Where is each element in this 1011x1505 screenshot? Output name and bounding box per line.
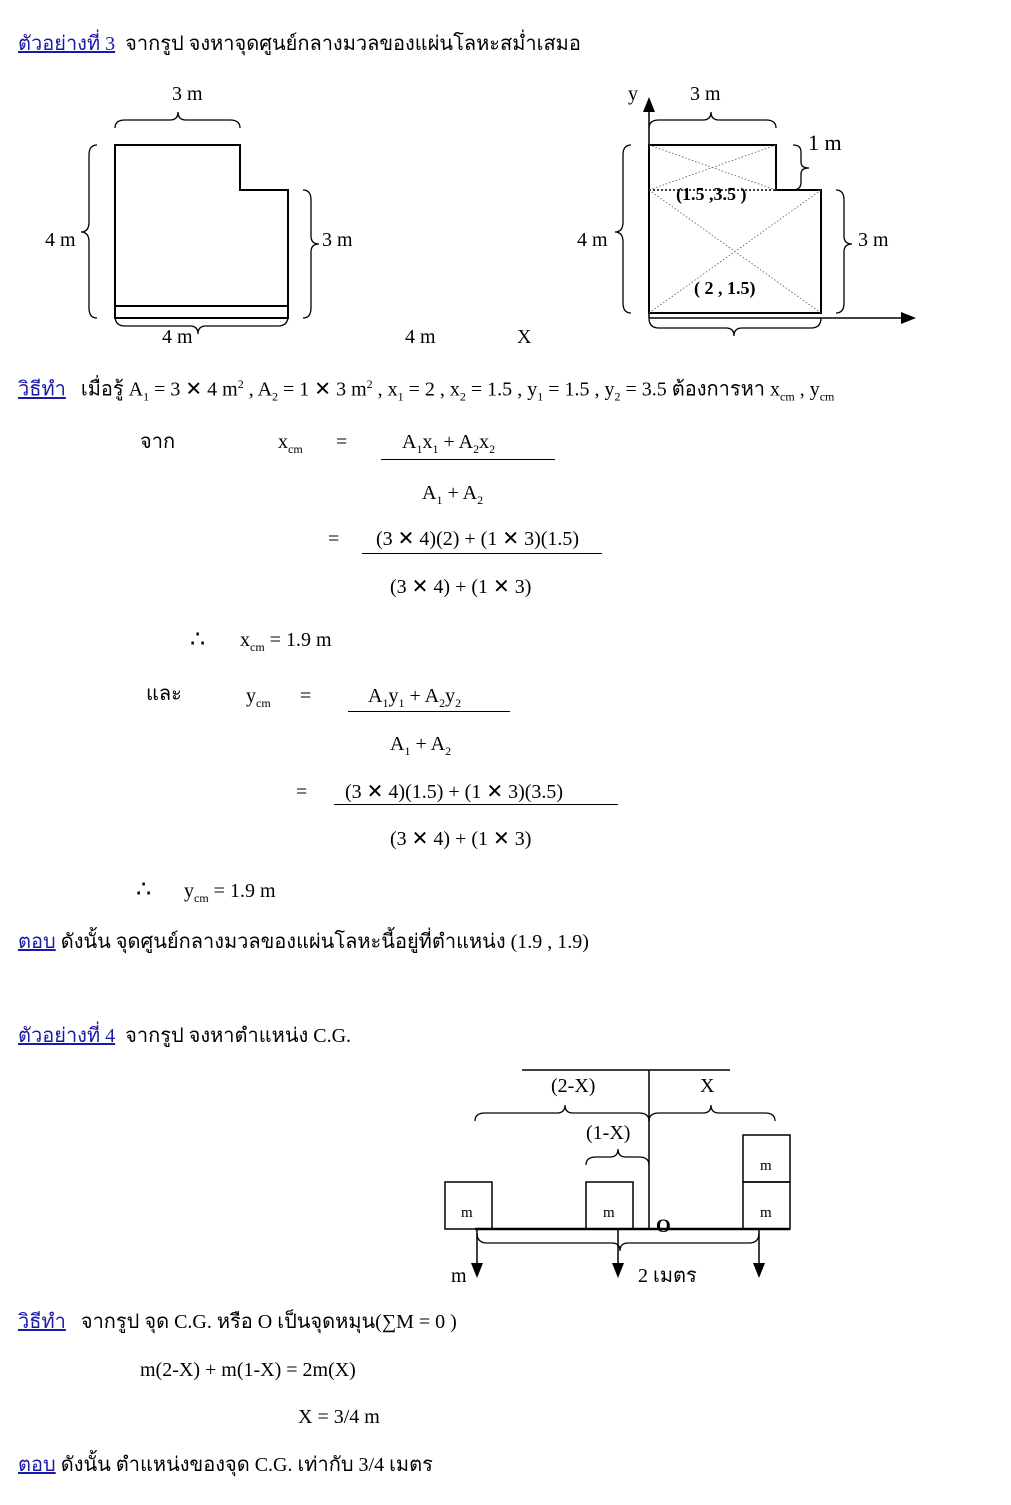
yn-a: A — [368, 685, 383, 707]
xd-s2: 2 — [477, 493, 484, 507]
label-left-height-right: 4 m — [577, 229, 608, 251]
ex4-heading-label: ตัวอย่างที่ 4 — [18, 1025, 116, 1047]
xn-s1: 1 — [416, 442, 423, 456]
yn-c: + A — [404, 685, 440, 707]
g-x2-sub: 2 — [459, 389, 466, 404]
yn-s4: 2 — [455, 696, 462, 710]
force-arrow-middle — [612, 1263, 624, 1278]
label-bottom-width-right: 4 m — [405, 326, 436, 348]
ycm-sub-denominator: (3 ✕ 4) + (1 ✕ 3) — [390, 828, 532, 850]
label-right-height: 3 m — [322, 229, 353, 251]
g-x2-val: = 1.5 — [465, 378, 513, 401]
yr-lhs: y — [184, 880, 194, 902]
g-y2-sub: 2 — [614, 389, 621, 404]
xcm-eq2: = — [328, 528, 340, 550]
label-1-minus-x: (1-X) — [586, 1122, 631, 1144]
label-x: X — [700, 1075, 715, 1097]
ex4-answer-label: ตอบ — [18, 1454, 56, 1476]
ex4-equation: m(2-X) + m(1-X) = 2m(X) — [140, 1359, 356, 1381]
label-x-axis: X — [517, 326, 532, 348]
xcm-sub-numerator: (3 ✕ 4)(2) + (1 ✕ 3)(1.5) — [376, 528, 580, 550]
ex4-result: X = 3/4 m — [298, 1406, 380, 1428]
xr-lhs: x — [240, 629, 250, 651]
mass-label-middle: m — [603, 1205, 615, 1221]
g-y2: , y — [589, 378, 615, 401]
from-word: จาก — [140, 431, 176, 453]
brace-x — [649, 1105, 775, 1121]
label-step-height: 1 m — [808, 130, 842, 155]
yd-s1: 1 — [404, 744, 411, 758]
yn-b: y — [388, 685, 399, 707]
label-left-height: 4 m — [45, 229, 76, 251]
label-right-height-right: 3 m — [858, 229, 889, 251]
solution-label-3: วิธีทำ — [18, 378, 66, 401]
ycm-lhs-y: y — [246, 685, 256, 707]
ex4-solution — [18, 1312, 457, 1332]
force-arrow-left — [471, 1263, 483, 1278]
g-y1: , y — [512, 378, 538, 401]
g-a2-val: = 1 ✕ 3 m — [278, 378, 367, 401]
mass-label-left: m — [461, 1205, 473, 1221]
xn-s3: 2 — [473, 442, 480, 456]
yn-s2: 1 — [398, 696, 405, 710]
label-c1: ( 2 , 1.5) — [694, 278, 756, 298]
g-a1: A — [128, 378, 144, 401]
yn-s3: 2 — [439, 696, 446, 710]
ex3-heading-label: ตัวอย่างที่ 3 — [18, 33, 116, 55]
g-find-sub1: cm — [780, 389, 795, 404]
g-a1-sup: 2 — [237, 377, 244, 391]
g-x1-sub: 1 — [397, 389, 404, 404]
ex4-solution-text: จากรูป จุด C.G. หรือ O เป็นจุดหมุน(∑M = 0 ) — [80, 1311, 457, 1333]
yn-s1: 1 — [382, 696, 389, 710]
and-word: และ — [146, 683, 182, 705]
xcm-lhs-sub: cm — [288, 442, 303, 456]
yr-rhs: = 1.9 m — [208, 880, 276, 902]
ex4-answer — [18, 1455, 433, 1475]
g-find: ต้องการหา x — [666, 378, 781, 401]
xn-s2: 1 — [432, 442, 439, 456]
yn-d: y — [445, 685, 456, 707]
xn-s4: 2 — [489, 442, 496, 456]
yd-s2: 2 — [445, 744, 452, 758]
label-y-axis: y — [628, 83, 638, 105]
g-a1-val: = 3 ✕ 4 m — [149, 378, 238, 401]
yr-sub: cm — [194, 891, 209, 905]
yd-b: + A — [410, 733, 446, 755]
ycm-lhs-sub: cm — [256, 696, 271, 710]
g-find-mid: , y — [794, 378, 820, 401]
xd-s1: 1 — [436, 493, 443, 507]
label-bottom-width: 4 m — [162, 326, 193, 348]
ex4-heading-text: จากรูป จงหาตำแหน่ง C.G. — [125, 1025, 352, 1047]
label-2-minus-x: (2-X) — [551, 1075, 596, 1097]
xcm-sub-denominator: (3 ✕ 4) + (1 ✕ 3) — [390, 576, 532, 598]
solution-label-4: วิธีทำ — [18, 1311, 66, 1333]
g-x1: , x — [372, 378, 398, 401]
ycm-sub-numerator: (3 ✕ 4)(1.5) + (1 ✕ 3)(3.5) — [345, 781, 564, 803]
brace-1-minus-x — [586, 1149, 649, 1165]
xcm-lhs-x: x — [278, 431, 288, 453]
label-pivot-o: O — [656, 1216, 671, 1237]
ex3-answer-text: ดังนั้น จุดศูนย์กลางมวลของแผ่นโลหะนี้อยู่ที่ตำแหน่ง (1.9 , 1.9) — [55, 931, 589, 953]
xn-a: A — [402, 431, 417, 453]
xn-b: x — [422, 431, 433, 453]
therefore-x: ∴ — [190, 627, 206, 653]
g-x1-val: = 2 — [403, 378, 435, 401]
g-a2-sup: 2 — [366, 377, 373, 391]
label-top-width: 3 m — [172, 83, 203, 105]
ex4-answer-text: ดังนั้น ตำแหน่งของจุด C.G. เท่ากับ 3/4 เมตร — [55, 1454, 433, 1476]
ex3-answer-label: ตอบ — [18, 931, 56, 953]
label-force-left: m — [451, 1265, 467, 1287]
ex3-heading-text: จากรูป จงหาจุดศูนย์กลางมวลของแผ่นโลหะสม่ำเสมอ — [125, 33, 581, 55]
xr-rhs: = 1.9 m — [264, 629, 332, 651]
force-arrow-right — [753, 1263, 765, 1278]
mass-label-right-top: m — [760, 1158, 772, 1174]
label-length: 2 เมตร — [638, 1265, 697, 1287]
g-y2-val: = 3.5 — [620, 378, 667, 401]
g-find-sub2: cm — [819, 389, 835, 404]
xr-sub: cm — [250, 640, 265, 654]
g-a2-sub: 2 — [272, 389, 279, 404]
label-top-width-right: 3 m — [690, 83, 721, 105]
g-y1-val: = 1.5 — [543, 378, 590, 401]
g-a1-sub: 1 — [143, 389, 150, 404]
g-a2: , A — [243, 378, 273, 401]
g-x2: , x — [434, 378, 460, 401]
xn-d: x — [479, 431, 490, 453]
mass-label-right-bottom: m — [760, 1205, 772, 1221]
brace-2-minus-x — [475, 1105, 649, 1121]
yd-a: A — [390, 733, 405, 755]
therefore-y: ∴ — [136, 877, 152, 903]
given-intro: เมื่อรู้ — [80, 378, 124, 401]
label-c2: (1.5 ,3.5 ) — [676, 184, 747, 204]
g-y1-sub: 1 — [537, 389, 544, 404]
xd-a: A — [422, 482, 437, 504]
ycm-eq2: = — [296, 781, 308, 803]
xn-c: + A — [438, 431, 474, 453]
xcm-eq: = — [336, 431, 348, 453]
xd-b: + A — [442, 482, 478, 504]
ycm-eq: = — [300, 685, 312, 707]
